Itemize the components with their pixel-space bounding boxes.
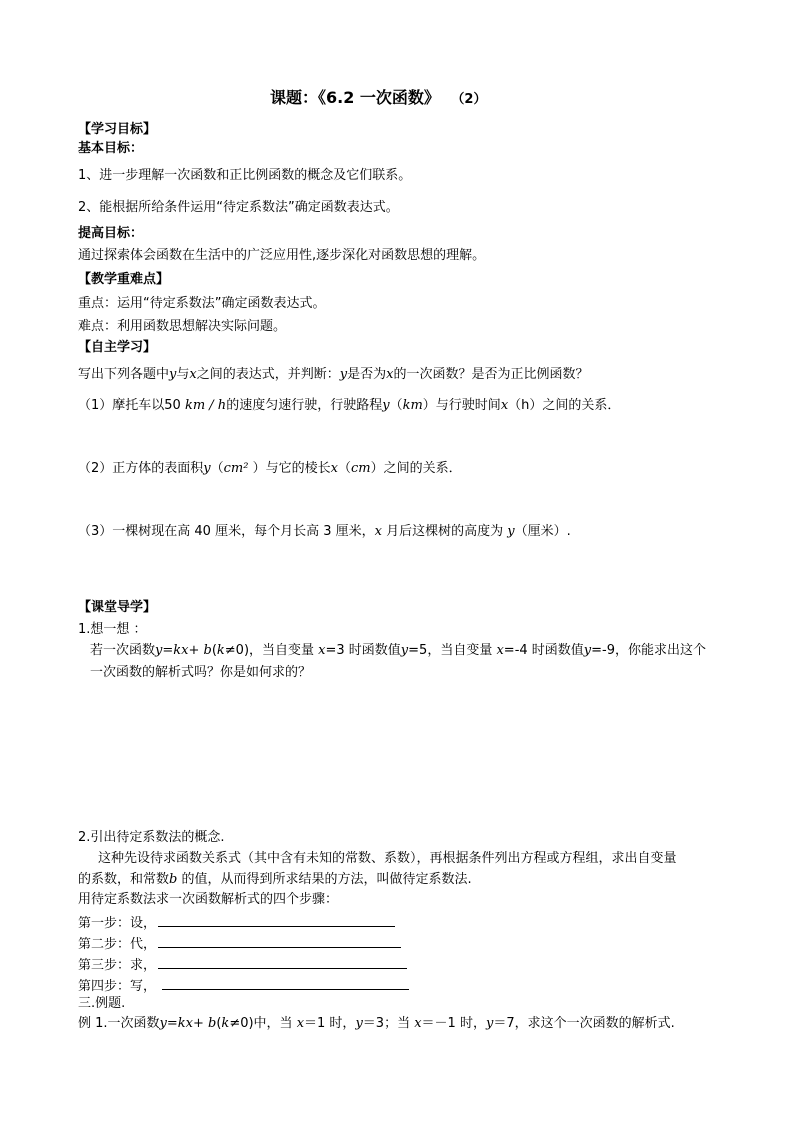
concept-text-2: 的系数，和常数b 的值，从而得到所求结果的方法，叫做待定系数法. <box>78 872 472 887</box>
concept-text-1: 这种先设待求函数关系式（其中含有未知的常数、系数），再根据条件列出方程或方程组，求出自变量 <box>98 851 677 866</box>
self-study-header: 【自主学习】 <box>78 340 157 355</box>
key-points-header: 【教学重难点】 <box>78 272 170 287</box>
step-3: 第三步：求， <box>78 956 407 974</box>
problem-1-line-2: 一次函数的解析式吗？你是如何求的？ <box>90 665 312 680</box>
concept-intro: 2.引出待定系数法的概念. <box>78 830 225 845</box>
learning-goals-header: 【学习目标】 <box>78 122 157 137</box>
goal-2: 2、能根据所给条件运用“待定系数法”确定函数表达式。 <box>78 200 399 215</box>
goal-1: 1、进一步理解一次函数和正比例函数的概念及它们联系。 <box>78 168 412 183</box>
key-point: 重点：运用“待定系数法”确定函数表达式。 <box>78 296 326 311</box>
step-2: 第二步：代， <box>78 935 401 953</box>
classroom-guide-header: 【课堂导学】 <box>78 600 157 615</box>
step-1: 第一步：设， <box>78 914 395 932</box>
question-1: （1）摩托车以50 km / h的速度匀速行驶，行驶路程y（km）与行驶时间x（h）之间的关系． <box>78 398 621 413</box>
problem-1-line-1: 若一次函数y=kx+ b(k≠0)，当自变量 x=3 时函数值y=5，当自变量 x=-4 时函数值y=-9，你能求出这个 <box>90 643 707 658</box>
example-section-title: 三.例题. <box>78 996 126 1011</box>
question-3: （3）一棵树现在高 40 厘米，每个月长高 3 厘米，x 月后这棵树的高度为 y（厘米）. <box>78 524 571 539</box>
advanced-goal-text: 通过探索体会函数在生活中的广泛应用性,逐步深化对函数思想的理解。 <box>78 248 486 263</box>
title-sub: （2） <box>457 92 487 107</box>
step-2-blank[interactable] <box>158 935 401 948</box>
example-1: 例 1.一次函数y=kx+ b(k≠0)中，当 x＝1 时，y＝3；当 x＝－1 时，y＝7，求这个一次函数的解析式. <box>78 1016 675 1031</box>
question-2: （2）正方体的表面积y（cm² ）与它的棱长x（cm）之间的关系． <box>78 461 462 476</box>
step-1-blank[interactable] <box>158 914 395 927</box>
think-prompt: 1.想一想 ： <box>78 622 147 637</box>
step-4: 第四步：写， <box>78 977 409 995</box>
steps-title: 用待定系数法求一次函数解析式的四个步骤： <box>78 892 339 907</box>
self-study-intro: 写出下列各题中y与x之间的表达式，并判断：y是否为x的一次函数？是否为正比例函数？ <box>78 367 589 382</box>
basic-goals-title: 基本目标： <box>78 141 144 156</box>
page-title <box>270 90 486 108</box>
step-4-blank[interactable] <box>162 977 409 990</box>
advanced-goals-title: 提高目标： <box>78 226 144 241</box>
title-main: 课题：《6.2 一次函数》 <box>270 88 440 107</box>
difficult-point: 难点：利用函数思想解决实际问题。 <box>78 319 287 334</box>
step-3-blank[interactable] <box>158 956 407 969</box>
